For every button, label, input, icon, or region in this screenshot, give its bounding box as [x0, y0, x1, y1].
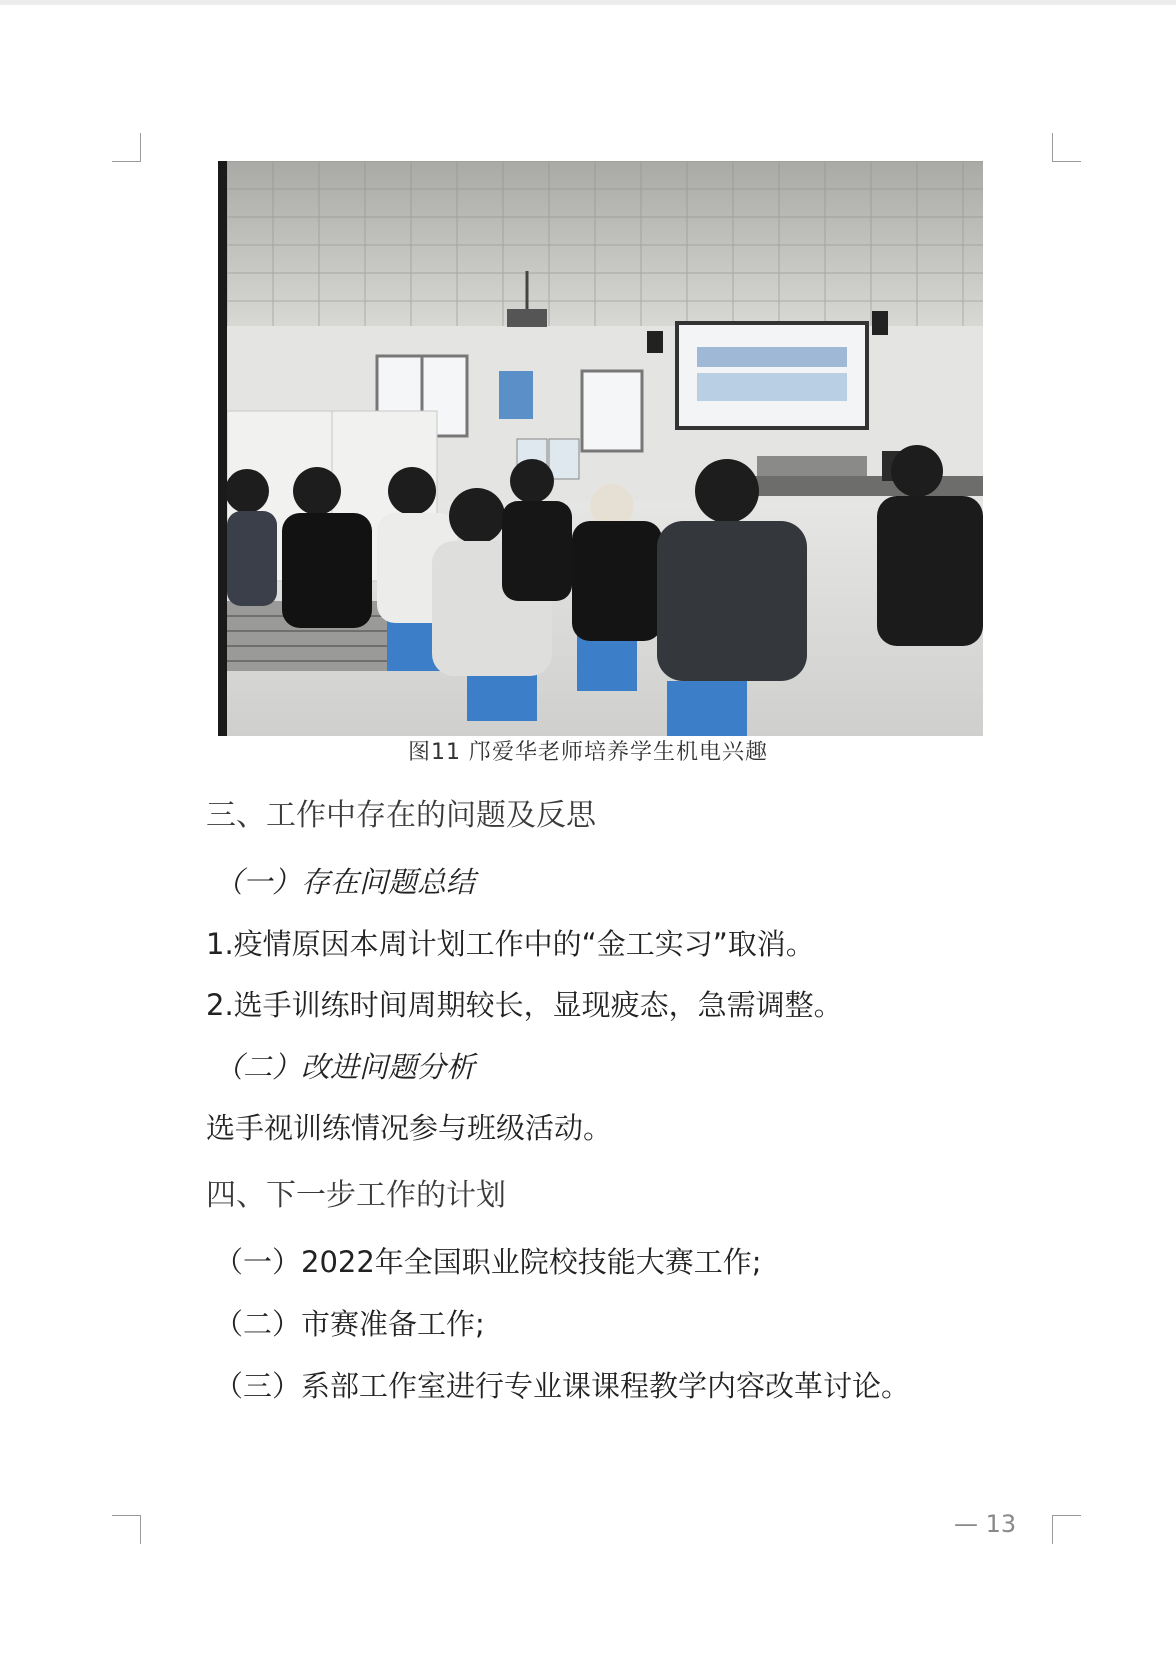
crop-mark-top-left: [112, 133, 141, 162]
page-number: — 13: [954, 1510, 1017, 1538]
top-strip: [0, 0, 1176, 5]
crop-mark-bottom-left: [112, 1515, 141, 1544]
figure-caption: 图11 邝爱华老师培养学生机电兴趣: [408, 740, 768, 765]
improve-heading: （二）改进问题分析: [214, 1050, 476, 1084]
summary-heading: （一）存在问题总结: [214, 865, 476, 899]
crop-mark-top-right: [1052, 133, 1081, 162]
classroom-photo-illustration: [227, 161, 983, 736]
classroom-photo: [218, 161, 983, 736]
plan-item-3: （三）系部工作室进行专业课课程教学内容改革讨论。: [214, 1369, 911, 1403]
problems-heading: 三、工作中存在的问题及反思: [206, 798, 596, 833]
summary-item-2: 2.选手训练时间周期较长，显现疲态，急需调整。: [206, 988, 843, 1022]
plan-item-2: （二）市赛准备工作;: [214, 1307, 485, 1341]
plan-item-1: （一）2022年全国职业院校技能大赛工作;: [214, 1245, 762, 1279]
summary-item-1: 1.疫情原因本周计划工作中的“金工实习”取消。: [206, 927, 815, 961]
improve-text: 选手视训练情况参与班级活动。: [206, 1111, 613, 1145]
plan-heading: 四、下一步工作的计划: [206, 1178, 506, 1213]
crop-mark-bottom-right: [1052, 1515, 1081, 1544]
